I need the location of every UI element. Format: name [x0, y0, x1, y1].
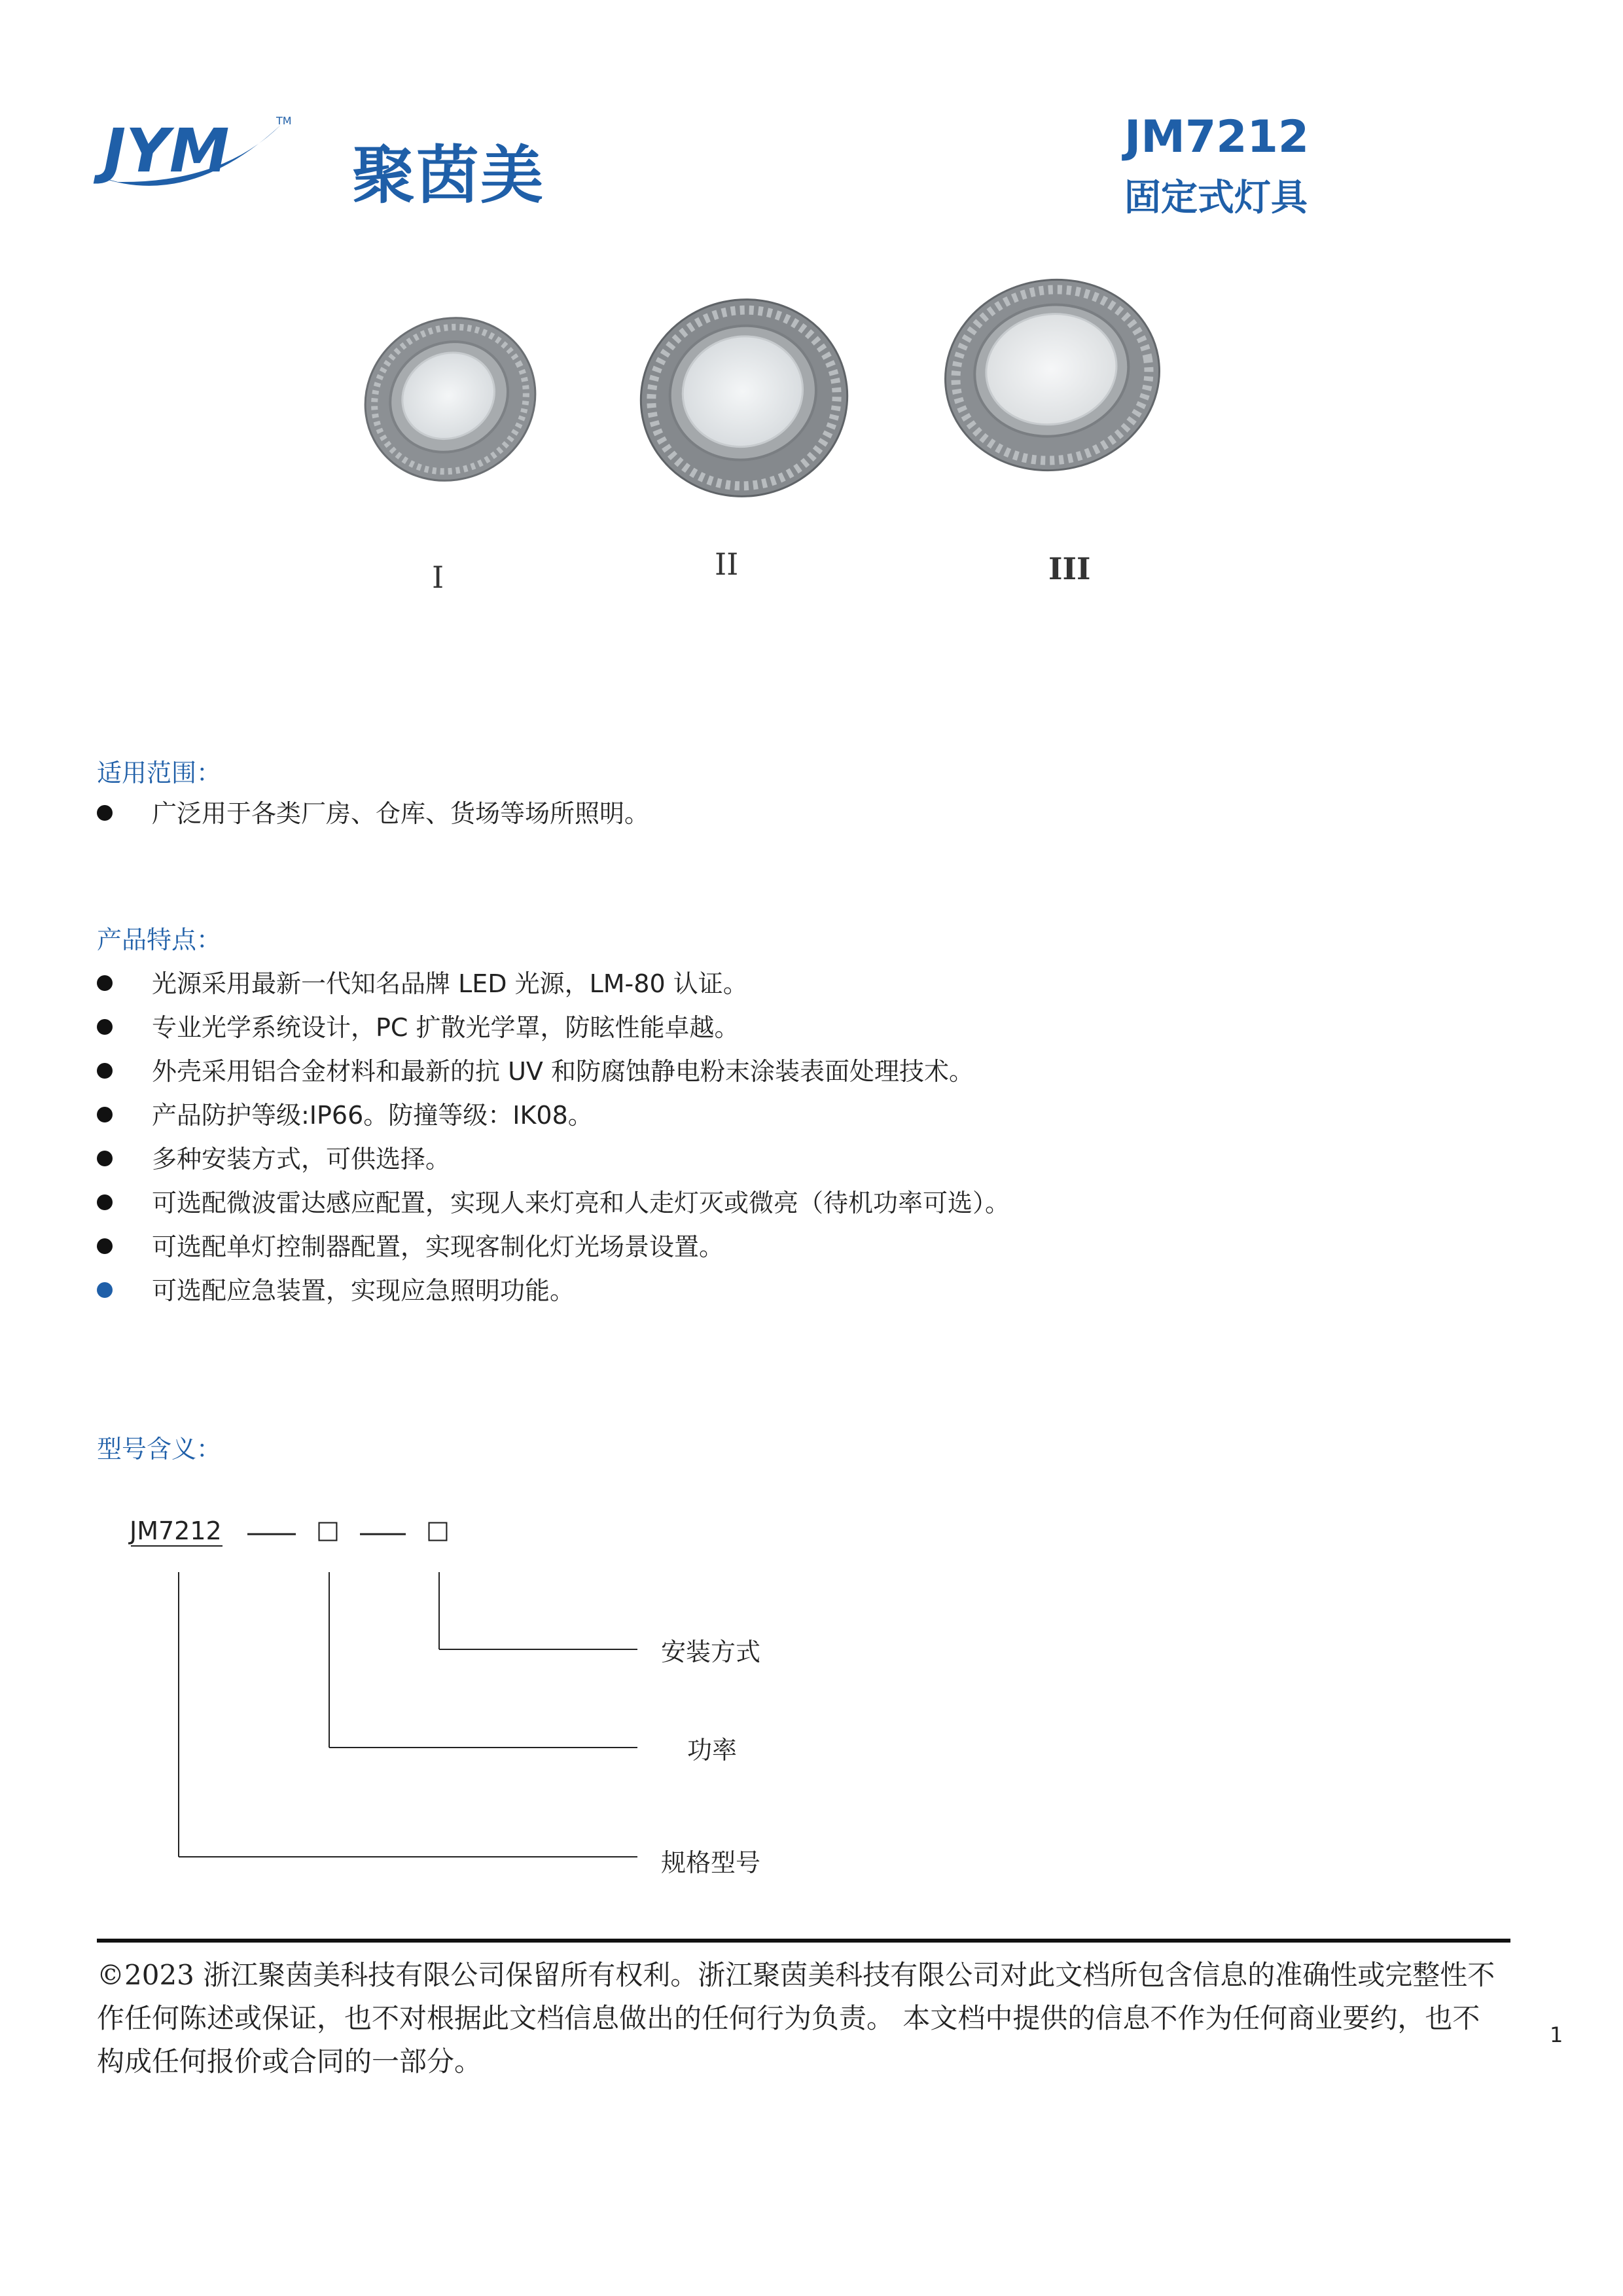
- model-code-diagram: [124, 1512, 798, 1878]
- page-number: 1: [1550, 2022, 1563, 2047]
- scope-heading: 适用范围：: [97, 759, 222, 787]
- bullet-icon: [97, 1238, 113, 1254]
- bullet-icon: [97, 805, 113, 821]
- label-install: 安装方式: [661, 1638, 761, 1666]
- copyright-notice: ©2023 浙江聚茵美科技有限公司保留所有权利。浙江聚茵美科技有限公司对此文档所包含信息的准确性或完整性不作任何陈述或保证，也不对根据此文档信息做出的任何行为负责。 本文档中提供的信息不作为任何商业要约，也不构成任何报价或合同的一部分。: [97, 1959, 1495, 2077]
- product-image-3: [941, 274, 1164, 476]
- feature-item: 多种安装方式，可供选择。: [97, 1139, 450, 1175]
- install-box: □: [426, 1515, 450, 1544]
- footer-divider: [97, 1939, 1510, 1943]
- feature-item: 产品防护等级:IP66。防撞等级：IK08。: [97, 1095, 593, 1131]
- bullet-icon: [97, 975, 113, 991]
- brand-name: 聚茵美: [352, 139, 544, 212]
- product-image-1: [359, 308, 542, 491]
- bullet-icon: [97, 1019, 113, 1035]
- variant-label-3: III: [1048, 551, 1091, 586]
- model-code: JM7212: [1124, 111, 1310, 163]
- features-heading: 产品特点：: [97, 925, 222, 954]
- logo-trademark: TM: [276, 115, 292, 127]
- feature-item: 专业光学系统设计，PC 扩散光学罩，防眩性能卓越。: [97, 1007, 740, 1043]
- model-diagram-lines: [124, 1512, 798, 1878]
- feature-item: 可选配单灯控制器配置，实现客制化灯光场景设置。: [97, 1227, 724, 1263]
- bullet-icon: [97, 1107, 113, 1122]
- bullet-icon: [97, 1151, 113, 1166]
- product-image-2: [636, 293, 852, 503]
- label-spec: 规格型号: [661, 1848, 761, 1877]
- model-meaning-heading: 型号含义：: [97, 1435, 222, 1463]
- feature-item: 可选配微波雷达感应配置，实现人来灯亮和人走灯灭或微亮（待机功率可选）。: [97, 1183, 1010, 1219]
- bullet-icon: [97, 1063, 113, 1079]
- variant-label-2: II: [715, 547, 739, 582]
- model-title: 固定式灯具: [1124, 177, 1308, 219]
- scope-item: 广泛用于各类厂房、仓库、货场等场所照明。: [97, 793, 649, 829]
- power-box: □: [316, 1515, 340, 1544]
- bullet-icon: [97, 1194, 113, 1210]
- variant-label-1: I: [432, 560, 444, 595]
- logo-mark: [92, 105, 294, 203]
- logo-letters: JYM: [103, 116, 230, 186]
- feature-item: 外壳采用铝合金材料和最新的抗 UV 和防腐蚀静电粉末涂装表面处理技术。: [97, 1051, 974, 1087]
- company-logo: [92, 105, 294, 203]
- bullet-icon: [97, 1282, 113, 1298]
- feature-item: 光源采用最新一代知名品牌 LED 光源，LM-80 认证。: [97, 963, 748, 999]
- feature-item: 可选配应急装置，实现应急照明功能。: [97, 1270, 575, 1306]
- label-power: 功率: [687, 1736, 738, 1765]
- model-code-text: JM7212: [130, 1516, 222, 1545]
